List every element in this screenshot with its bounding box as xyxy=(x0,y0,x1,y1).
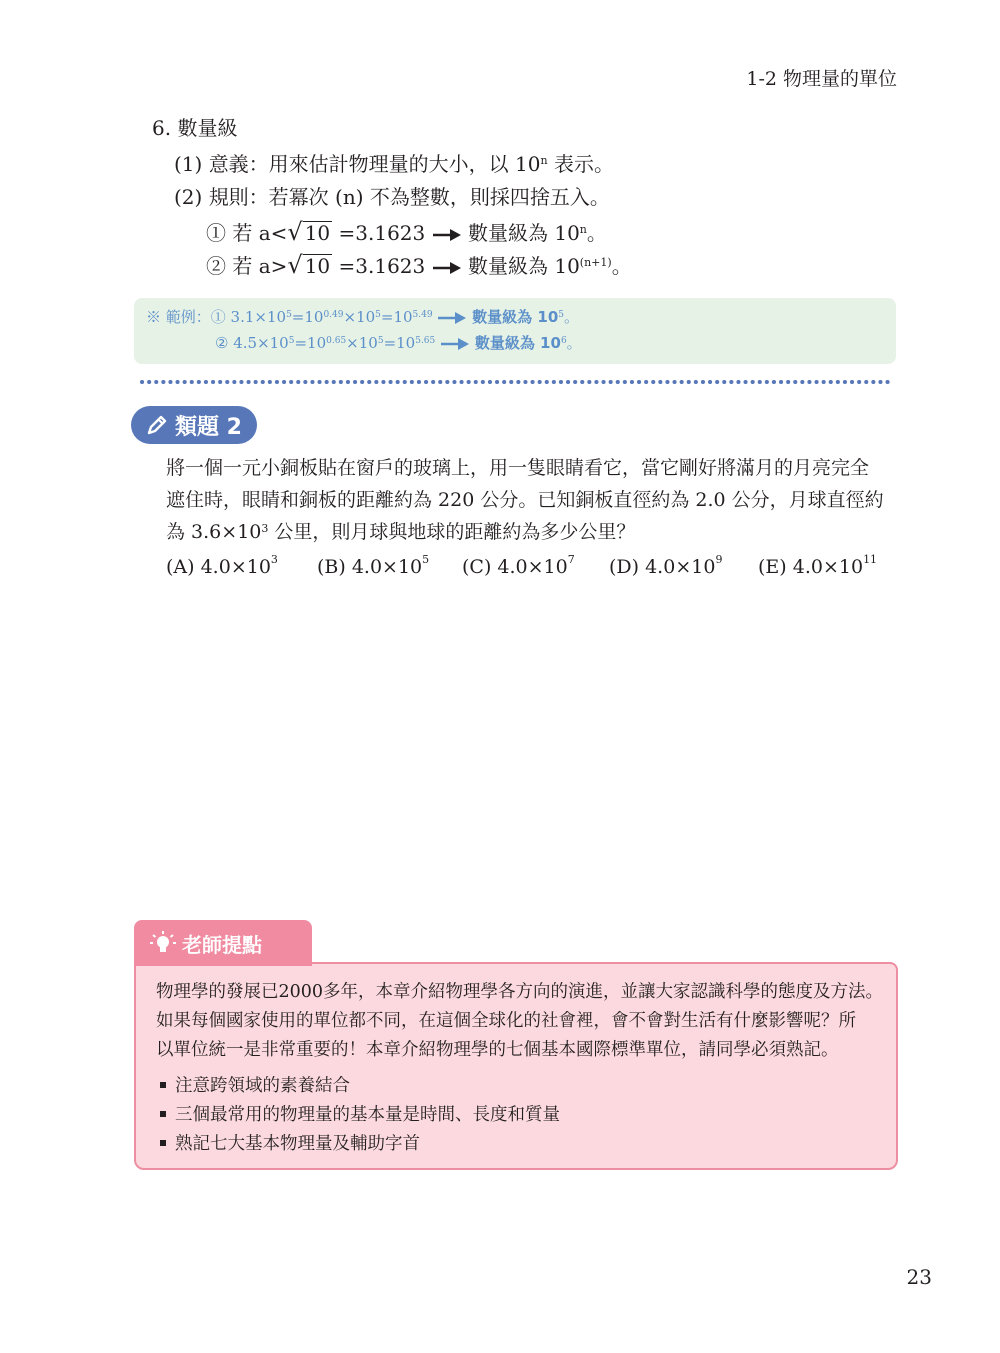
problem-base: 10 xyxy=(237,521,262,543)
option-base: 10 xyxy=(691,556,716,578)
ex2-end: 。 xyxy=(566,334,582,352)
rule2-end: 。 xyxy=(611,254,632,278)
option-base: 10 xyxy=(543,556,568,578)
problem-badge xyxy=(131,406,257,444)
option-label: (D) 4.0 xyxy=(609,556,676,578)
definition-line xyxy=(174,150,614,178)
option-mul: × xyxy=(675,556,692,578)
ex2-e4: 5.65 xyxy=(415,336,436,346)
option-b xyxy=(317,553,430,578)
option-base: 10 xyxy=(246,556,271,578)
option-exponent: 11 xyxy=(863,553,878,566)
ex2-e3: 5 xyxy=(377,336,384,346)
problem-value: 為 3.6 xyxy=(166,521,222,543)
rule2-exponent: (n+1) xyxy=(579,256,612,269)
problem-mul: × xyxy=(221,521,238,543)
ex2-e5: 6 xyxy=(560,336,567,346)
option-base: 10 xyxy=(397,556,423,578)
ex1-e1: 5 xyxy=(286,310,292,320)
rule1-end: 。 xyxy=(586,221,607,245)
teacher-tips-title: 老師提點 xyxy=(182,932,262,957)
option-d xyxy=(609,553,723,578)
ex1-result: 數量級為 10 xyxy=(472,308,559,326)
ex1-eq: =10 xyxy=(291,308,324,326)
arrow-right-icon xyxy=(432,228,462,242)
option-mul: × xyxy=(230,556,247,578)
option-label: (E) 4.0 xyxy=(758,556,823,578)
ex2-eq: =10 xyxy=(294,334,327,352)
example-line-1 xyxy=(146,307,579,327)
definition-exponent: n xyxy=(540,154,548,167)
tips-bullet-1: 注意跨領域的素養結合 xyxy=(160,1072,350,1097)
option-base: 10 xyxy=(838,556,864,578)
arrow-right-icon xyxy=(432,261,462,275)
rule2-value: =3.1623 xyxy=(338,254,426,278)
ex1-end: 。 xyxy=(564,308,580,326)
ex2-num: ② 4.5×10 xyxy=(215,334,289,352)
ex1-num: ① 3.1×10 xyxy=(210,308,287,326)
page-number: 23 xyxy=(906,1265,932,1289)
sqrt-arg: 10 xyxy=(304,254,331,278)
problem-line-2: 遮住時，眼睛和銅板的距離約為 220 公分。已知銅板直徑約為 2.0 公分，月球直徑約 xyxy=(166,489,884,511)
ex2-eq2: =10 xyxy=(383,334,416,352)
ex2-mul: ×10 xyxy=(346,334,378,352)
tips-paragraph-line-2: 如果每個國家使用的單位都不同，在這個全球化的社會裡，會不會對生活有什麼影響呢？所 xyxy=(156,1011,856,1031)
ex1-e4: 5.49 xyxy=(412,310,433,320)
ex2-result: 數量級為 10 xyxy=(474,334,561,352)
tips-paragraph-line-3: 以單位統一是非常重要的！本章介紹物理學的七個基本國際標準單位，請同學必須熟記。 xyxy=(156,1040,839,1060)
running-header: 1-2 物理量的單位 xyxy=(746,68,897,90)
option-exponent: 7 xyxy=(567,553,575,566)
definition-text: (1) 意義：用來估計物理量的大小，以 10 xyxy=(174,152,541,176)
ex1-e2: 0.49 xyxy=(323,310,344,320)
problem-line-3 xyxy=(166,516,635,548)
option-e xyxy=(758,553,878,578)
option-exponent: 5 xyxy=(422,553,430,566)
rule-line: (2) 規則：若冪次 (n) 不為整數，則採四捨五入。 xyxy=(174,185,610,209)
definition-suffix: 表示。 xyxy=(547,152,614,176)
option-exponent: 9 xyxy=(715,553,723,566)
problem-suffix: 公里，則月球與地球的距離約為多少公里？ xyxy=(268,521,636,543)
ex2-e2: 0.65 xyxy=(326,336,347,346)
rule1-prefix: ① 若 a< xyxy=(206,221,288,245)
option-label: (B) 4.0 xyxy=(317,556,383,578)
lightbulb-icon xyxy=(150,930,176,956)
example-label: ※ 範例： xyxy=(146,308,211,326)
option-a xyxy=(166,553,278,578)
option-mul: × xyxy=(527,556,544,578)
ex1-mul: ×10 xyxy=(343,308,376,326)
dotted-divider xyxy=(140,379,892,385)
option-mul: × xyxy=(382,556,398,578)
sqrt-symbol: √ 10 xyxy=(287,218,331,246)
option-label: (C) 4.0 xyxy=(462,556,528,578)
ex1-e5: 5 xyxy=(558,310,564,320)
teacher-tips-tab xyxy=(134,920,312,966)
arrow-right-icon xyxy=(440,337,470,351)
sqrt-symbol: √ 10 xyxy=(287,251,331,279)
rule1-value: =3.1623 xyxy=(338,221,426,245)
ex2-e1: 5 xyxy=(288,336,295,346)
rule2-result: 數量級為 10 xyxy=(467,254,580,278)
option-c xyxy=(462,553,575,578)
ex1-e3: 5 xyxy=(375,310,381,320)
problem-badge-label: 類題 2 xyxy=(175,414,242,440)
option-exponent: 3 xyxy=(270,553,278,566)
section-title: 6. 數量級 xyxy=(152,116,238,140)
problem-exponent: 3 xyxy=(261,522,269,535)
tips-paragraph-line-1: 物理學的發展已2000多年，本章介紹物理學各方向的演進，並讓大家認識科學的態度及方法。 xyxy=(156,982,884,1002)
option-mul: × xyxy=(822,556,839,578)
rule2-prefix: ② 若 a> xyxy=(206,254,288,278)
ex1-eq2: =10 xyxy=(380,308,413,326)
rule-case-1 xyxy=(206,219,607,247)
pencil-icon xyxy=(145,413,169,437)
arrow-right-icon xyxy=(437,311,467,325)
rule-case-2 xyxy=(206,252,632,280)
rule1-exponent: n xyxy=(579,223,587,236)
example-line-2 xyxy=(215,333,582,353)
problem-line-1: 將一個一元小銅板貼在窗戶的玻璃上，用一隻眼睛看它，當它剛好將滿月的月亮完全 xyxy=(166,457,870,479)
sqrt-arg: 10 xyxy=(304,221,331,245)
rule1-result: 數量級為 10 xyxy=(467,221,580,245)
option-label: (A) 4.0 xyxy=(166,556,231,578)
tips-bullet-3: 熟記七大基本物理量及輔助字首 xyxy=(160,1130,420,1155)
tips-bullet-2: 三個最常用的物理量的基本量是時間、長度和質量 xyxy=(160,1101,560,1126)
